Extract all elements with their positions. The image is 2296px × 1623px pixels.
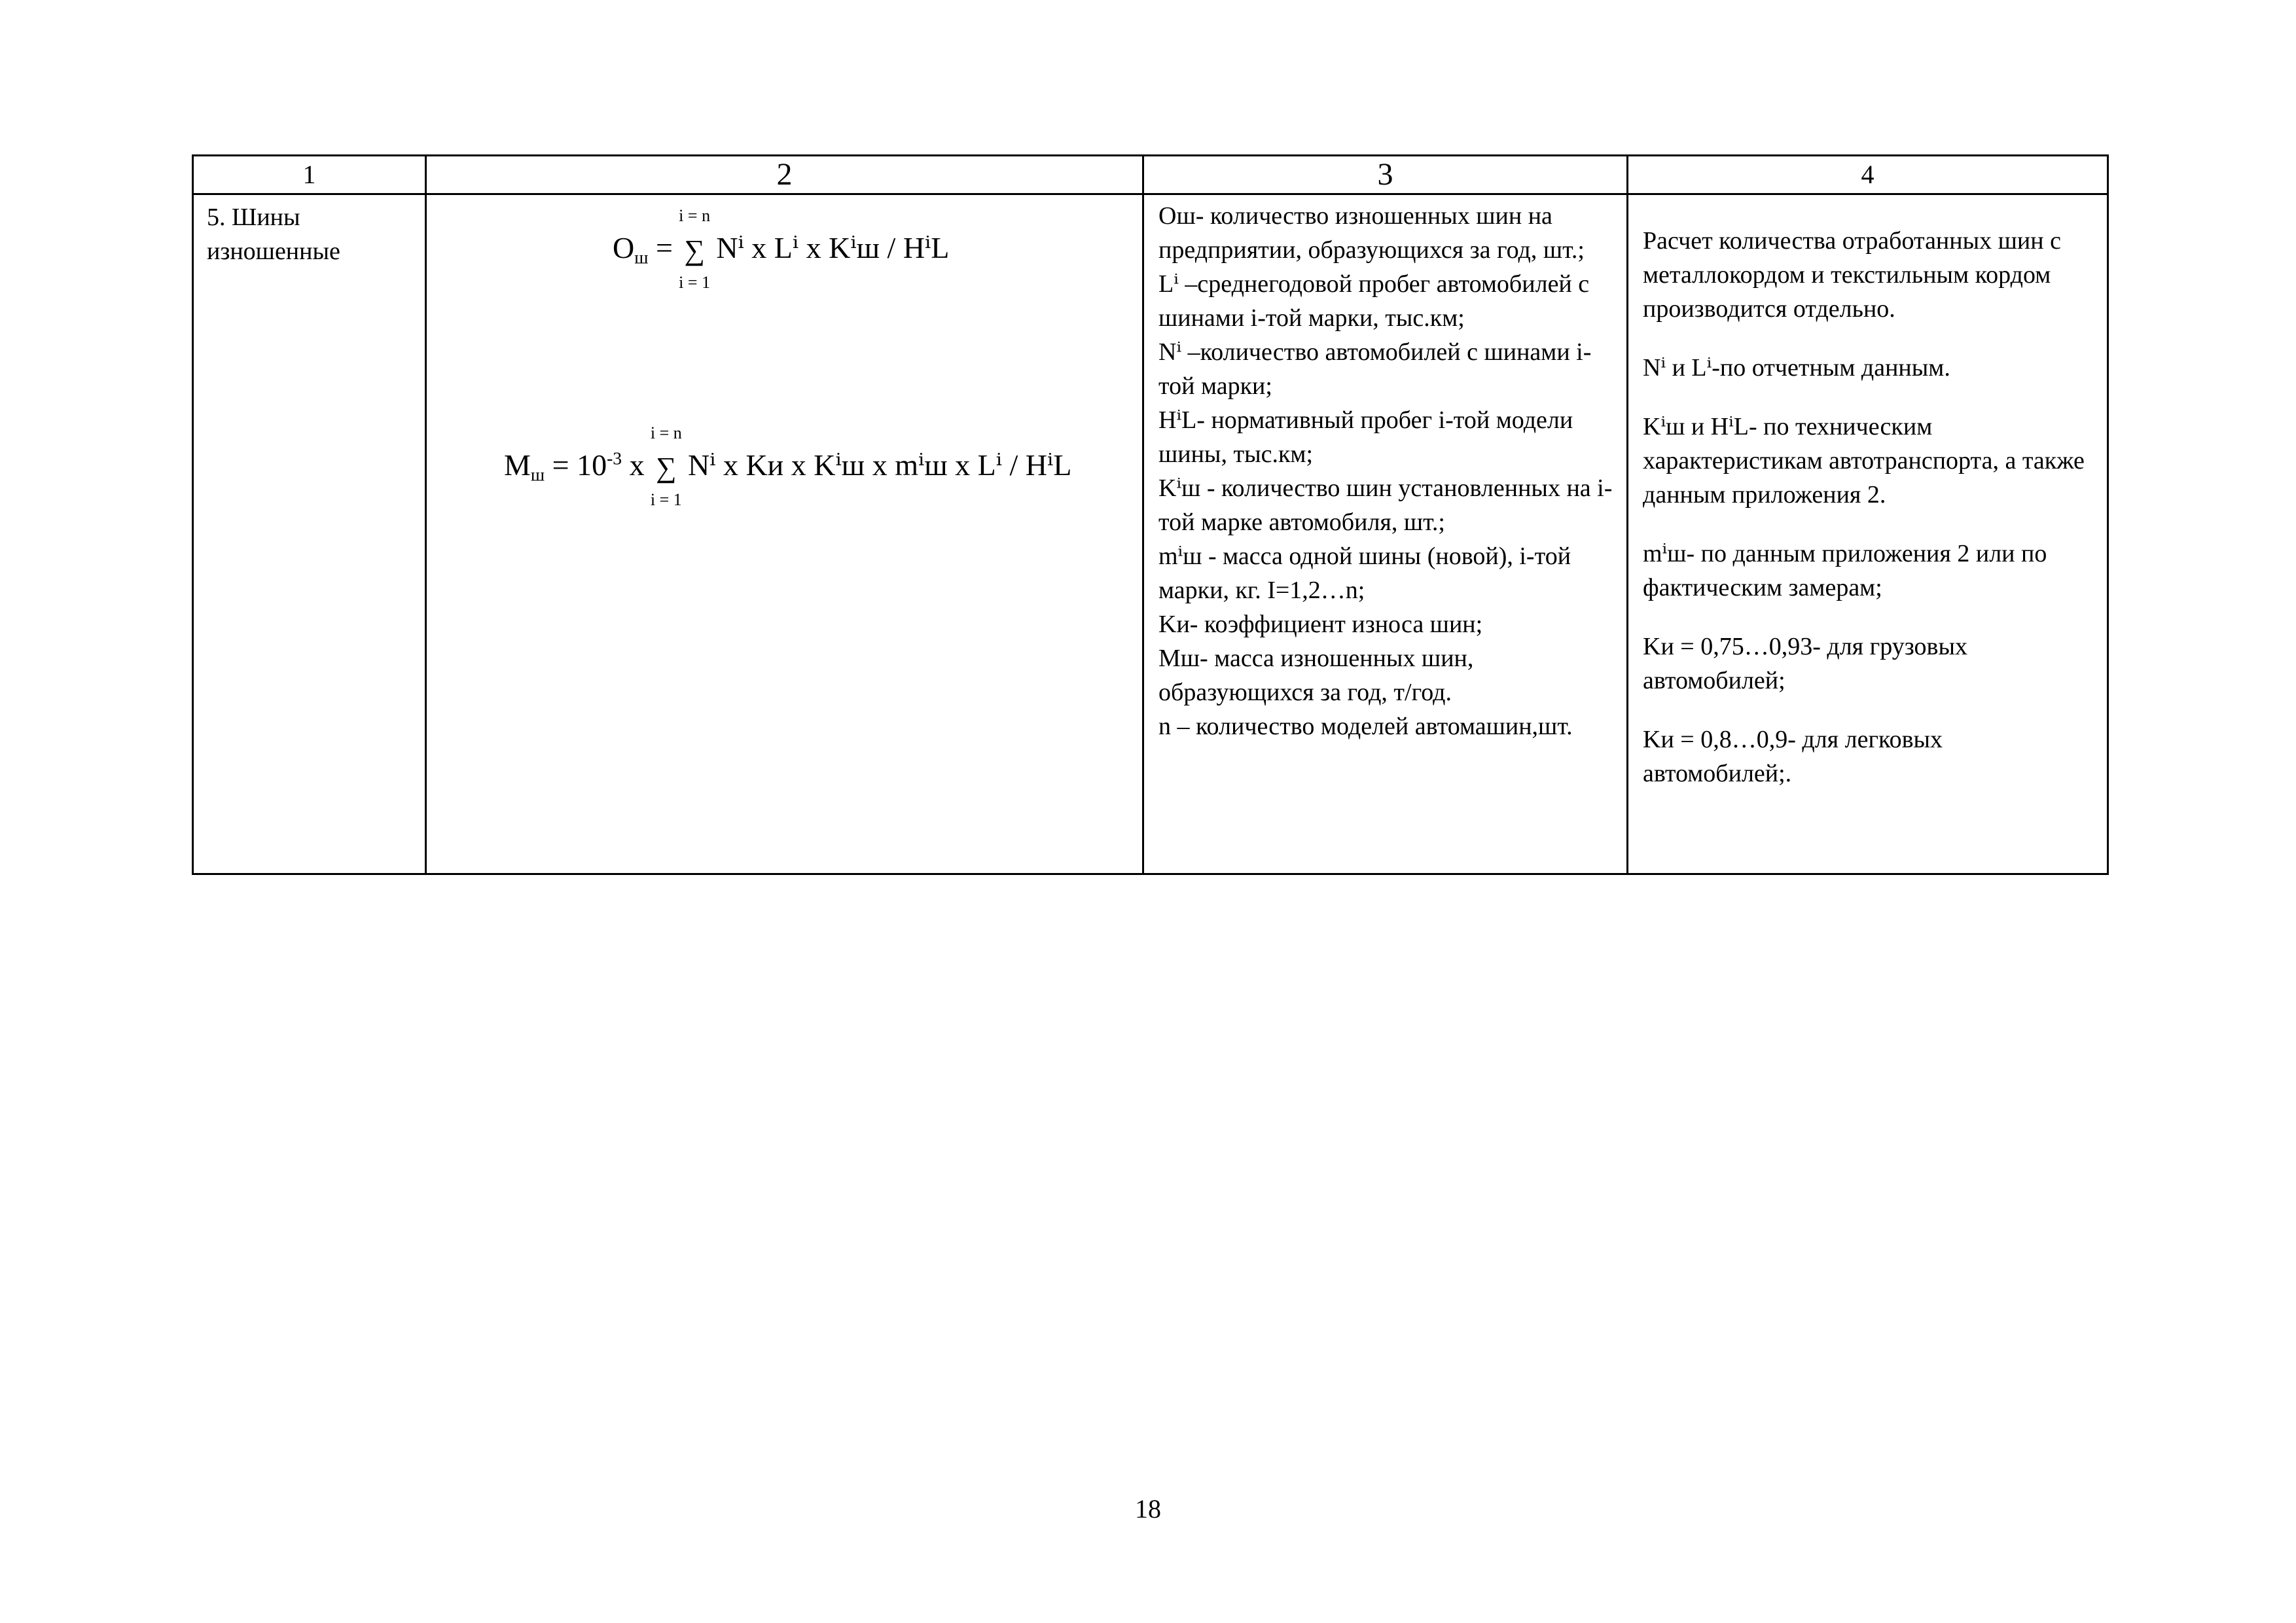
formula1-lhs: O bbox=[613, 231, 635, 264]
definition-item: Kи- коэффициент износа шин; bbox=[1158, 611, 1483, 638]
note-item: Kⁱш и HⁱL- по техническим характеристикам автотранспорта, а также данным приложения 2. bbox=[1643, 413, 2085, 508]
sum-sigma-icon bbox=[650, 423, 682, 510]
sum-lower-limit: i = 1 bbox=[679, 273, 711, 293]
formula1-eq: = bbox=[648, 231, 681, 264]
definition-item: Lⁱ –среднегодовой пробег автомобилей с шинами i-той марки, тыс.км; bbox=[1158, 270, 1590, 332]
sum-symbol: ∑ bbox=[684, 234, 705, 267]
definition-item: n – количество моделей автомашин,шт. bbox=[1158, 713, 1573, 740]
formula-cell bbox=[426, 194, 1143, 874]
sum-upper-limit: i = n bbox=[679, 206, 711, 226]
definition-item: Ош- количество изношенных шин на предприятии, образующихся за год, шт.; bbox=[1158, 202, 1585, 264]
header-cell-2: 2 bbox=[426, 156, 1143, 194]
header-cell-4: 4 bbox=[1628, 156, 2108, 194]
notes-list bbox=[1628, 195, 2107, 791]
formula2-eq: = 10 bbox=[545, 448, 607, 482]
header-cell-1: 1 bbox=[193, 156, 426, 194]
header-cell-3: 3 bbox=[1143, 156, 1628, 194]
category-label: 5. Шины изношенные bbox=[207, 204, 340, 265]
formula1-lhs-sub: ш bbox=[634, 247, 649, 268]
formula2-lhs-sub: ш bbox=[530, 464, 545, 485]
formula1-body: Nⁱ x Lⁱ x Kⁱш / HⁱL bbox=[716, 231, 950, 264]
formula-tire-mass bbox=[504, 423, 1072, 510]
table-row bbox=[193, 194, 2108, 874]
sum-lower-limit: i = 1 bbox=[650, 490, 682, 510]
definition-item: HⁱL- нормативный пробег i-той модели шины, тыс.км; bbox=[1158, 406, 1573, 468]
note-item: Nⁱ и Lⁱ-по отчетным данным. bbox=[1643, 354, 1950, 382]
page-number: 18 bbox=[1135, 1494, 1161, 1524]
note-item: Kи = 0,8…0,9- для легковых автомобилей;. bbox=[1643, 726, 1943, 787]
formula2-times: x bbox=[622, 448, 653, 482]
note-item: Расчет количества отработанных шин с металлокордом и текстильным кордом производится отдельно. bbox=[1643, 227, 2061, 323]
notes-cell bbox=[1628, 194, 2108, 874]
note-item: Kи = 0,75…0,93- для грузовых автомобилей; bbox=[1643, 633, 1967, 694]
definition-item: Mш- масса изношенных шин, образующихся за год, т/год. bbox=[1158, 645, 1474, 706]
definition-item: mⁱш - масса одной шины (новой), i-той марки, кг. I=1,2…n; bbox=[1158, 543, 1571, 604]
definition-item: Nⁱ –количество автомобилей с шинами i-той марки; bbox=[1158, 338, 1592, 400]
formula2-body: Nⁱ x Kи x Kⁱш x mⁱш x Lⁱ / HⁱL bbox=[687, 448, 1072, 482]
definition-item: Kⁱш - количество шин установленных на i-той марке автомобиля, шт.; bbox=[1158, 474, 1613, 536]
definitions-cell bbox=[1143, 194, 1628, 874]
sum-sigma-icon bbox=[679, 206, 711, 293]
sum-upper-limit: i = n bbox=[650, 423, 682, 443]
header-row bbox=[193, 156, 2108, 194]
definitions-list bbox=[1144, 195, 1626, 743]
waste-table bbox=[192, 154, 2109, 875]
category-cell bbox=[193, 194, 426, 874]
sum-symbol: ∑ bbox=[656, 452, 677, 484]
formula-tire-count bbox=[613, 206, 950, 293]
note-item: mⁱш- по данным приложения 2 или по фактическим замерам; bbox=[1643, 540, 2047, 601]
formula2-lhs: M bbox=[504, 448, 531, 482]
formula2-exp: -3 bbox=[607, 448, 622, 469]
